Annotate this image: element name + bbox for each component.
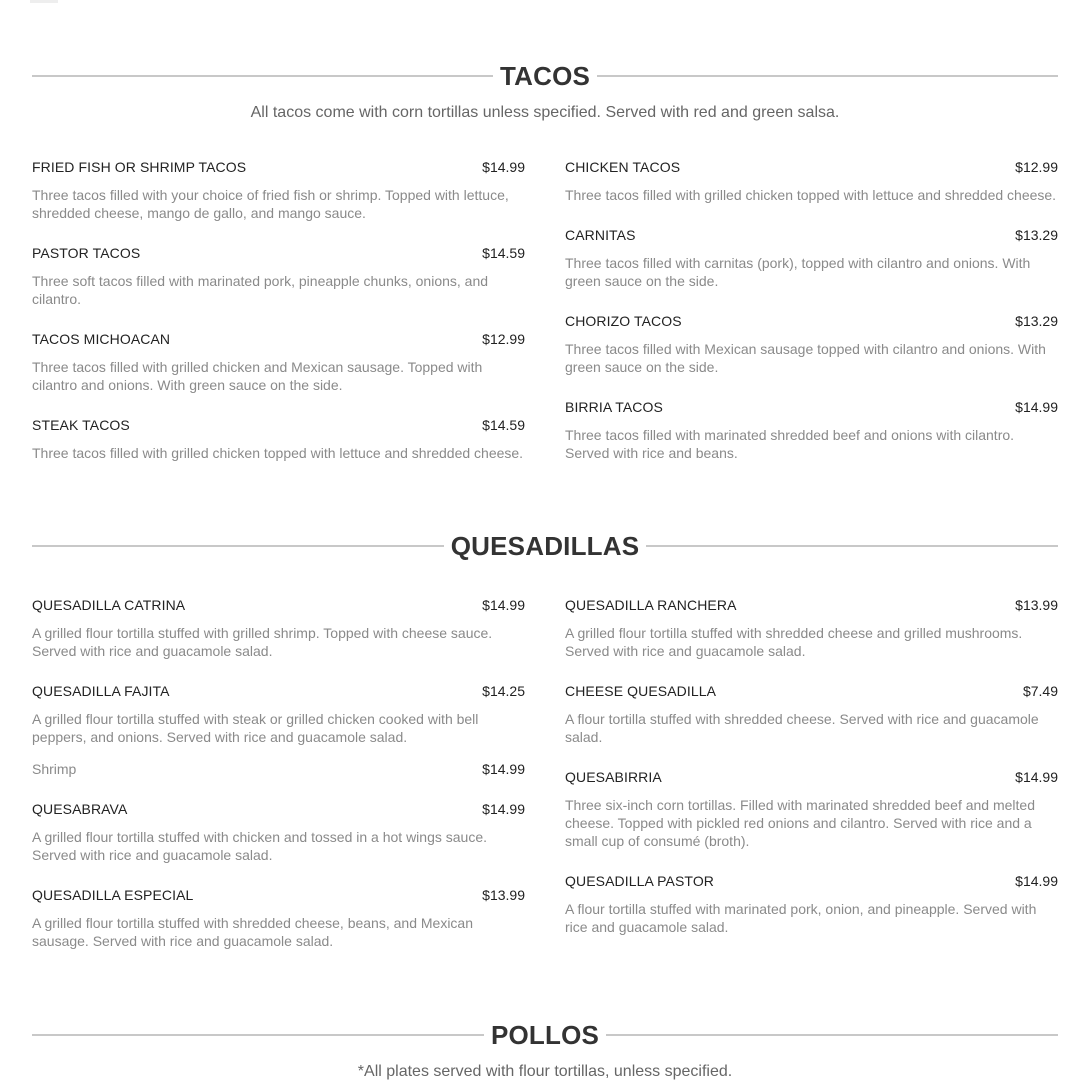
heading-rule-left bbox=[32, 545, 444, 547]
item-price: $14.59 bbox=[482, 245, 525, 261]
item-price: $13.99 bbox=[1015, 597, 1058, 613]
heading-rule-right bbox=[646, 545, 1058, 547]
item-price: $12.99 bbox=[1015, 159, 1058, 175]
menu-item[interactable] bbox=[32, 330, 525, 394]
item-name: CARNITAS bbox=[565, 227, 636, 243]
item-description: Three tacos filled with your choice of fried fish or shrimp. Topped with lettuce, shredded cheese, mango de gallo, and mango sauce. bbox=[32, 187, 509, 221]
section-heading bbox=[32, 1018, 1058, 1052]
item-price: $7.49 bbox=[1022, 683, 1058, 699]
section-note: *All plates served with flour tortillas, unless specified. bbox=[357, 1063, 733, 1080]
heading-rule-right bbox=[597, 75, 1058, 77]
section-heading bbox=[32, 529, 1058, 563]
item-description: A flour tortilla stuffed with marinated pork, onion, and pineapple. Served with rice and guacamole salad. bbox=[565, 901, 1037, 935]
menu-item[interactable] bbox=[32, 416, 525, 462]
heading-rule-left bbox=[32, 1034, 484, 1036]
heading-rule-right bbox=[606, 1034, 1058, 1036]
item-description: Three tacos filled with grilled chicken topped with lettuce and shredded cheese. bbox=[32, 445, 524, 461]
menu-item[interactable] bbox=[32, 800, 525, 864]
menu-item[interactable] bbox=[32, 596, 525, 660]
item-name: TACOS MICHOACAN bbox=[32, 331, 171, 347]
menu-item[interactable] bbox=[565, 312, 1058, 376]
item-price: $14.99 bbox=[482, 159, 525, 175]
menu-item[interactable] bbox=[565, 682, 1058, 746]
menu-item[interactable] bbox=[565, 872, 1058, 936]
menu-columns bbox=[32, 158, 1058, 484]
item-name: QUESADILLA FAJITA bbox=[32, 683, 170, 699]
item-description: Three tacos filled with marinated shredded beef and onions with cilantro. Served with rice and beans. bbox=[565, 427, 1015, 461]
menu-item[interactable] bbox=[565, 768, 1058, 850]
page-edge-mark bbox=[30, 0, 58, 3]
item-price: $13.29 bbox=[1015, 313, 1058, 329]
menu-item[interactable] bbox=[32, 158, 525, 222]
item-name: BIRRIA TACOS bbox=[565, 399, 663, 415]
section-title: POLLOS bbox=[490, 1020, 600, 1050]
option-label: Shrimp bbox=[32, 761, 77, 777]
section-title: TACOS bbox=[499, 61, 591, 91]
item-price: $13.29 bbox=[1015, 227, 1058, 243]
section-tacos bbox=[32, 59, 1058, 484]
item-name: QUESADILLA PASTOR bbox=[565, 873, 715, 889]
item-description: A grilled flour tortilla stuffed with shredded cheese, beans, and Mexican sausage. Served with rice and guacamole salad. bbox=[32, 915, 473, 949]
menu-column-right bbox=[565, 158, 1058, 484]
menu-item[interactable] bbox=[565, 158, 1058, 204]
item-price: $14.99 bbox=[482, 801, 525, 817]
item-price: $13.99 bbox=[482, 887, 525, 903]
item-price: $14.99 bbox=[482, 597, 525, 613]
item-description: Three six-inch corn tortillas. Filled with marinated shredded beef and melted cheese. Topped with pickled red onions and cilantro. Served with rice and a small cup of consumé (broth). bbox=[565, 797, 1036, 849]
item-description: A flour tortilla stuffed with shredded cheese. Served with rice and guacamole salad. bbox=[565, 711, 1039, 745]
item-name: QUESABRAVA bbox=[32, 801, 128, 817]
item-price: $14.99 bbox=[1015, 769, 1058, 785]
item-description: A grilled flour tortilla stuffed with grilled shrimp. Topped with cheese sauce. Served with rice and guacamole salad. bbox=[32, 625, 493, 659]
item-description: Three tacos filled with grilled chicken topped with lettuce and shredded cheese. bbox=[565, 187, 1057, 203]
item-description: A grilled flour tortilla stuffed with steak or grilled chicken cooked with bell peppers, and onions. Served with rice and guacamole salad. bbox=[32, 711, 479, 745]
item-name: QUESABIRRIA bbox=[565, 769, 662, 785]
option-price: $14.99 bbox=[482, 761, 525, 777]
item-name: QUESADILLA CATRINA bbox=[32, 597, 186, 613]
menu-column-right bbox=[565, 596, 1058, 972]
item-description: Three soft tacos filled with marinated pork, pineapple chunks, onions, and cilantro. bbox=[32, 273, 489, 307]
menu-item[interactable] bbox=[32, 244, 525, 308]
item-description: Three tacos filled with carnitas (pork), topped with cilantro and onions. With green sauce on the side. bbox=[565, 255, 1031, 289]
item-name: QUESADILLA RANCHERA bbox=[565, 597, 737, 613]
menu-columns bbox=[32, 596, 1058, 972]
item-description: A grilled flour tortilla stuffed with shredded cheese and grilled mushrooms. Served with rice and guacamole salad. bbox=[565, 625, 1023, 659]
menu-item[interactable] bbox=[565, 226, 1058, 290]
item-name: FRIED FISH OR SHRIMP TACOS bbox=[32, 159, 247, 175]
menu-item[interactable] bbox=[565, 596, 1058, 660]
item-price: $14.25 bbox=[482, 683, 525, 699]
item-price: $14.99 bbox=[1015, 399, 1058, 415]
item-name: CHEESE QUESADILLA bbox=[565, 683, 717, 699]
item-name: PASTOR TACOS bbox=[32, 245, 141, 261]
item-name: STEAK TACOS bbox=[32, 417, 130, 433]
item-description: Three tacos filled with Mexican sausage topped with cilantro and onions. With green sauce on the side. bbox=[565, 341, 1046, 375]
item-description: A grilled flour tortilla stuffed with chicken and tossed in a hot wings sauce. Served with rice and guacamole salad. bbox=[32, 829, 487, 863]
heading-rule-left bbox=[32, 75, 493, 77]
section-title: QUESADILLAS bbox=[450, 531, 640, 561]
item-description: Three tacos filled with grilled chicken and Mexican sausage. Topped with cilantro and onions. With green sauce on the side. bbox=[32, 359, 483, 393]
section-quesadillas bbox=[32, 529, 1058, 972]
item-price: $12.99 bbox=[482, 331, 525, 347]
item-price: $14.99 bbox=[1015, 873, 1058, 889]
item-option[interactable] bbox=[32, 760, 525, 778]
item-name: QUESADILLA ESPECIAL bbox=[32, 887, 194, 903]
section-heading bbox=[32, 59, 1058, 93]
item-name: CHICKEN TACOS bbox=[565, 159, 681, 175]
item-name: CHORIZO TACOS bbox=[565, 313, 682, 329]
section-note: All tacos come with corn tortillas unless specified. Served with red and green salsa. bbox=[250, 104, 840, 121]
menu-item[interactable] bbox=[565, 398, 1058, 462]
section-pollos bbox=[32, 1018, 1058, 1082]
menu-item[interactable] bbox=[32, 886, 525, 950]
menu-item[interactable] bbox=[32, 682, 525, 778]
menu-column-left bbox=[32, 158, 525, 484]
item-price: $14.59 bbox=[482, 417, 525, 433]
menu-column-left bbox=[32, 596, 525, 972]
